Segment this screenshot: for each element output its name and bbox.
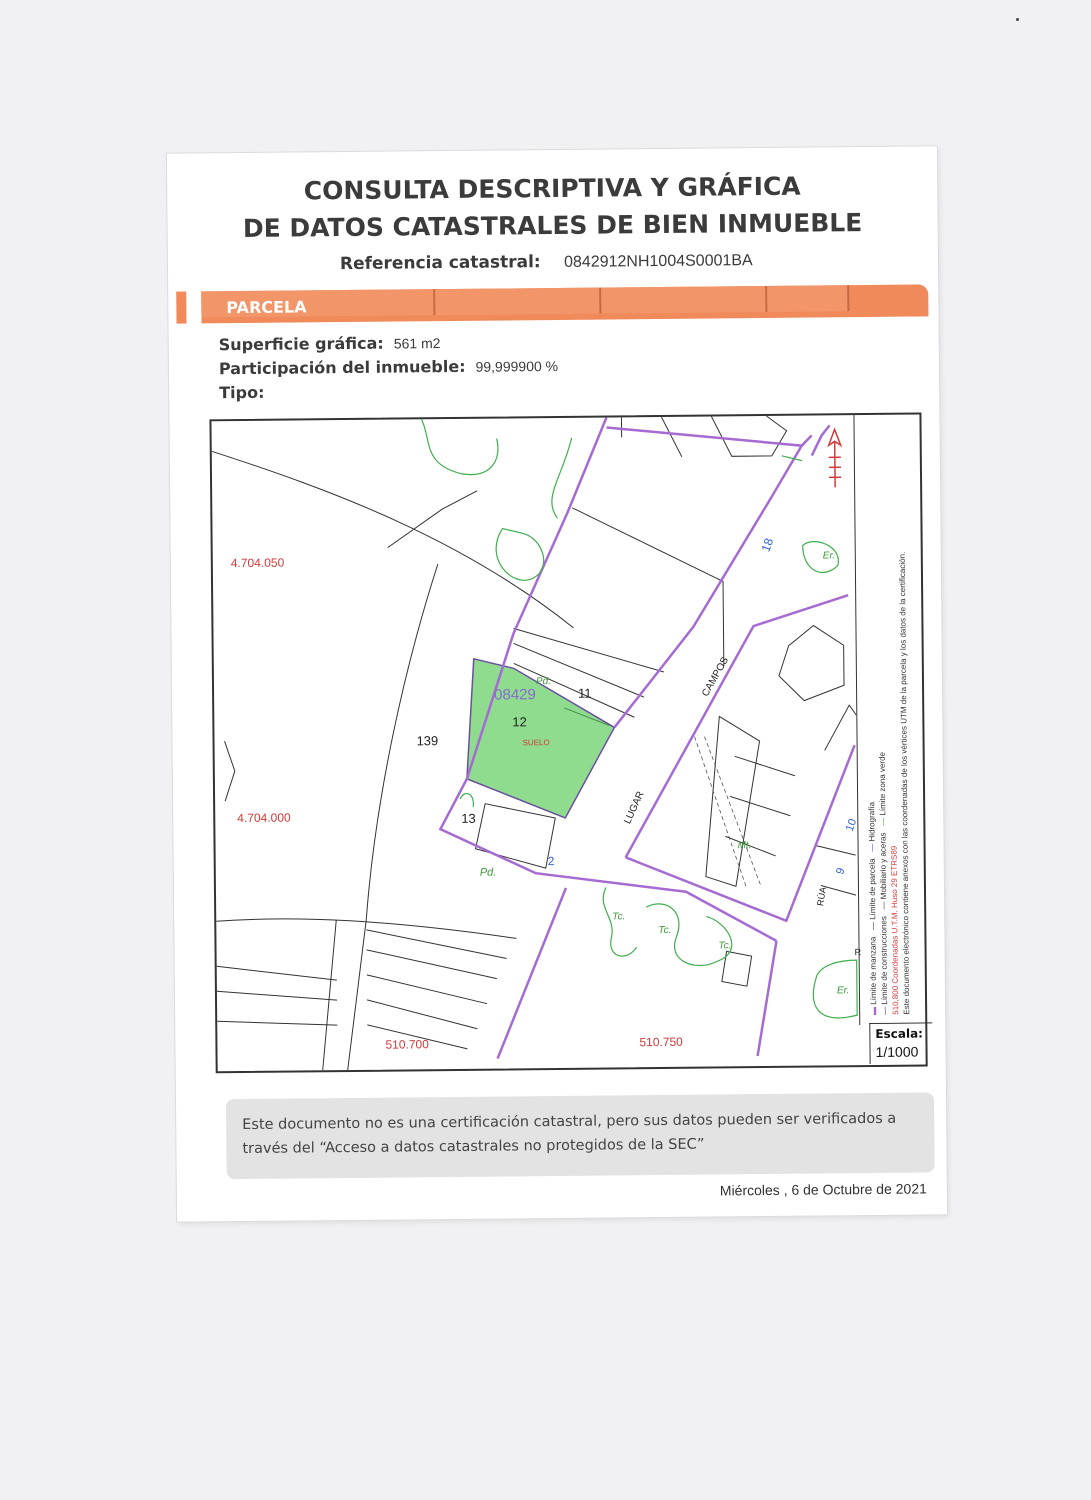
street-label-rua: RÚA xyxy=(815,886,829,907)
cadastral-reference xyxy=(340,250,753,274)
participacion-value: 99,999900 % xyxy=(475,357,559,375)
tipo-row xyxy=(219,383,274,403)
coord-x-left: 510.700 xyxy=(385,1037,429,1052)
scale-label: Escala: xyxy=(875,1026,924,1041)
boundary-line xyxy=(217,965,338,1026)
document-title xyxy=(167,166,938,247)
street-label-lugar: LUGAR xyxy=(622,789,647,826)
sidewalk-line xyxy=(695,736,746,886)
coord-y-top: 4.704.050 xyxy=(230,555,285,571)
boundary-line xyxy=(366,928,507,1052)
scale-value: 1/1000 xyxy=(875,1043,919,1060)
cadastral-reference-label: Referencia catastral: xyxy=(339,252,541,275)
section-band xyxy=(176,284,928,323)
disclaimer-text: Este documento no es una certificación catastral, pero sus datos pueden ser verificados a través del “Acceso a datos catastrales no protegidos de la SEC” xyxy=(242,1110,897,1158)
label-pd: Pd. xyxy=(479,866,497,879)
map-legend: ▬ Límite de manzana — Límite de parcela — Hidrografía — Límite de construcciones — Mobiliario y aceras — Límite zona verde 510,800 Coordenadas U.T.M. Huso 29 ETRS89 Este documento electrónico contiene anexos con las coordenadas de los vértices UTM de la parcela y los datos de la certificación. xyxy=(853,415,924,1026)
superficie-row xyxy=(219,333,441,354)
vegetation-outline xyxy=(460,794,473,807)
title-line-2: DE DATOS CATASTRALES DE BIEN INMUEBLE xyxy=(242,208,863,243)
boundary-line xyxy=(212,448,574,631)
north-arrow-icon xyxy=(815,427,856,497)
document-date: Miércoles , 6 de Octubre de 2021 xyxy=(719,1180,927,1199)
block-limit xyxy=(756,941,777,1056)
coord-x-right: 510.750 xyxy=(639,1034,683,1050)
document-page xyxy=(167,146,947,1221)
vegetation-label-tc-3: Tc. xyxy=(718,940,732,952)
disclaimer-box xyxy=(226,1092,935,1179)
label-13: 13 xyxy=(461,810,476,826)
boundary-line xyxy=(387,491,478,548)
boundary-line xyxy=(572,506,724,667)
label-139: 139 xyxy=(416,733,439,749)
block-limit xyxy=(607,426,812,448)
street-number-10: 10 xyxy=(843,817,860,833)
participacion-label: Participación del inmueble: xyxy=(218,356,466,379)
street-number-2: 2 xyxy=(547,854,555,869)
building-outline xyxy=(725,756,796,857)
vegetation-outline xyxy=(421,419,498,476)
boundary-line xyxy=(321,920,367,1070)
edge-mark xyxy=(225,741,236,801)
legend-furniture: Mobiliario y aceras xyxy=(878,832,889,900)
sidewalk-line xyxy=(705,736,761,887)
building-outline xyxy=(704,716,761,887)
scan-speck xyxy=(1016,18,1019,21)
street-number-18: 18 xyxy=(758,536,777,554)
legend-construction-limit: Límite de construcciones xyxy=(879,916,890,1005)
boundary-line xyxy=(824,705,856,750)
parcel-pd-label: Pd. xyxy=(535,676,552,688)
parcel-suelo-label: SUELO xyxy=(522,738,550,748)
superficie-value: 561 m2 xyxy=(393,335,441,352)
building-outline xyxy=(778,625,844,701)
parcel-number: 12 xyxy=(512,714,527,730)
legend-hydrography: Hidrografía xyxy=(867,801,877,842)
vegetation-label-mt: Mt. xyxy=(737,840,752,852)
label-11: 11 xyxy=(578,685,592,701)
label-r: R xyxy=(854,947,862,958)
vegetation-outline xyxy=(496,528,544,580)
cadastral-map xyxy=(209,412,927,1073)
block-limit xyxy=(623,595,850,857)
legend-coords-note: 510,800 Coordenadas U.T.M. Huso 29 ETRS89 xyxy=(889,845,901,1015)
parcel-ref-label: 08429 xyxy=(494,686,536,704)
section-label: PARCELA xyxy=(226,297,307,318)
coord-y-bottom: 4.704.000 xyxy=(237,810,291,826)
boundary-line xyxy=(621,417,681,458)
cadastral-reference-value: 0842912NH1004S0001BA xyxy=(564,252,753,271)
vegetation-label-er-bottom: Er. xyxy=(836,985,850,997)
title-line-1: CONSULTA DESCRIPTIVA Y GRÁFICA xyxy=(303,171,801,206)
vegetation-label-tc-2: Tc. xyxy=(658,924,672,937)
vegetation-label-tc-1: Tc. xyxy=(612,911,626,923)
legend-green-zone: Límite zona verde xyxy=(877,751,888,816)
block-limit xyxy=(496,888,568,1059)
street-label-campos: CAMPOS xyxy=(700,655,732,699)
building-outline xyxy=(711,416,786,457)
legend-parcel-limit: Límite de parcela xyxy=(867,858,878,920)
vegetation-label-er-top: Er. xyxy=(822,550,836,562)
street-number-9: 9 xyxy=(834,866,848,877)
map-scale xyxy=(869,1022,932,1064)
vegetation-outline xyxy=(813,960,857,1018)
participacion-row xyxy=(219,356,558,378)
building-outline xyxy=(475,803,556,869)
legend-doc-note: Este documento electrónico contiene anexos con las coordenadas de los vértices UTM de la parcela y los datos de la certificación. xyxy=(897,551,912,1015)
legend-block-limit: Límite de manzana xyxy=(868,936,879,1005)
superficie-label: Superficie gráfica: xyxy=(218,333,384,355)
tipo-label: Tipo: xyxy=(219,382,265,403)
